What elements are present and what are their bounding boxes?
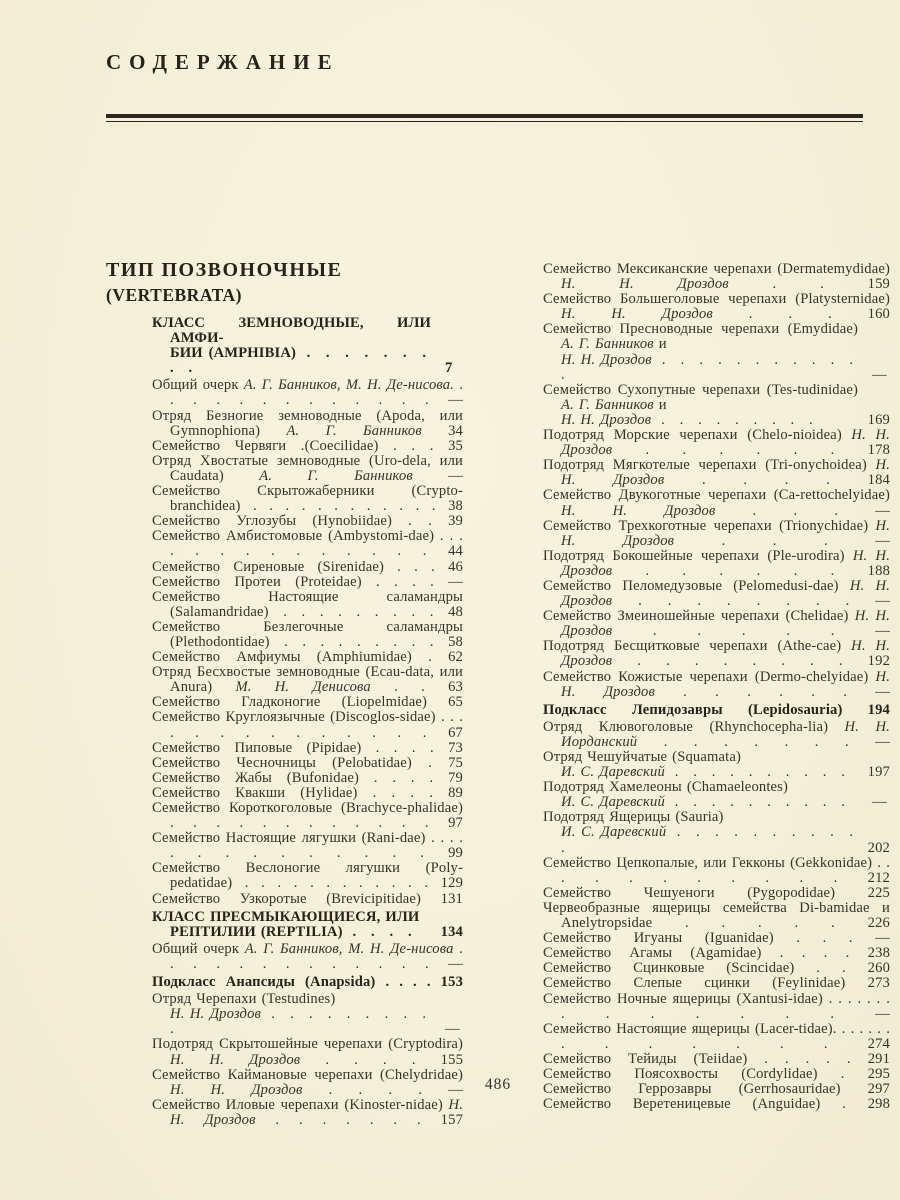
dot-leader: . . . . . . . . bbox=[612, 653, 843, 670]
dot-leader: . . . . . . . bbox=[637, 733, 849, 750]
page-ref: 194 bbox=[867, 701, 890, 718]
dot-leader: . . . . . . . . . bbox=[269, 633, 434, 650]
toc-entry: Семейство Поясохвосты (Cordylidae) . 295 bbox=[543, 1065, 891, 1082]
dot-leader: . . . . . . bbox=[612, 562, 835, 579]
page-title: СОДЕРЖАНИЕ bbox=[106, 50, 340, 74]
toc-entry: Подотряд Ящерицы (Sauria) И. С. Даревский . . . . . . . . . . . 202 bbox=[543, 809, 890, 856]
toc-entry: Отряд Черепахи (Testudines) Н. Н. Дроздов . . . . . . . . . . — bbox=[152, 991, 460, 1038]
page-ref: — bbox=[875, 733, 891, 750]
page-ref: — bbox=[448, 955, 463, 972]
toc-entry: Семейство Чешуеноги (Pygopodidae) 225 bbox=[543, 884, 890, 901]
page-ref: — bbox=[875, 930, 891, 947]
dot-leader: . . . . . . . bbox=[255, 1111, 421, 1128]
author-name: М. Н. Денисова bbox=[235, 679, 371, 696]
toc-entry: Семейство Квакши (Hylidae) . . . . 89 bbox=[152, 784, 464, 801]
toc-entry: Червеобразные ящерицы семейства Di-bamidae и Anelytropsidae . . . . . 226 bbox=[543, 899, 890, 932]
toc-entry: Семейство Безлегочные саламандры (Plethodontidae) . . . . . . . . . 58 bbox=[152, 618, 464, 650]
dot-leader: . . . . . . . . . . . bbox=[561, 854, 890, 886]
toc-entry: Семейство Круглоязычные (Discoglos-sidae) . . . . . . . . . . . . . . 67 bbox=[152, 709, 463, 741]
toc-entry: Общий очерк А. Г. Банников, М. Н. Де-нисова. . . . . . . . . . . . . . — bbox=[152, 377, 464, 409]
toc-entry: Отряд Бесхвостые земноводные (Ecau-data, или Anura) М. Н. Денисова . . 63 bbox=[152, 664, 463, 696]
page-ref: — bbox=[875, 683, 890, 700]
page-ref: 202 bbox=[867, 839, 890, 856]
toc-entry: Семейство Скрытожаберники (Crypto-branchidea) . . . . . . . . . . . . 38 bbox=[152, 483, 464, 515]
dot-leader: . . . . . . . . . . . . bbox=[170, 815, 429, 832]
dot-leader: . . . . . . . . . . . . bbox=[240, 498, 436, 515]
page-ref: 197 bbox=[867, 764, 890, 781]
toc-entry: Семейство Мексиканские черепахи (Dermatemydidae) Н. Н. Дроздов . . 159 bbox=[543, 261, 890, 293]
dot-leader: . . . . . . . . . bbox=[651, 411, 818, 428]
toc-list-left bbox=[152, 316, 463, 1128]
page-ref: 192 bbox=[867, 653, 891, 670]
author-name: Н. Н. Дроздов bbox=[561, 427, 890, 459]
page-ref: 297 bbox=[867, 1081, 890, 1098]
toc-entry: Отряд Хвостатые земноводные (Uro-dela, или Caudata) А. Г. Банников — bbox=[152, 452, 464, 484]
toc-entry: Семейство Пресноводные черепахи (Emydidae) А. Г. Банников и Н. Н. Дроздов . . . . . . . . . . . . — bbox=[543, 321, 887, 383]
dot-leader: . . . . . . . . . bbox=[268, 603, 434, 620]
page-ref: — bbox=[448, 392, 463, 409]
toc-entry: Семейство Жабы (Bufonidae) . . . . 79 bbox=[152, 769, 464, 786]
toc-entry: Семейство Трехкоготные черепахи (Trionychidae) Н. Н. Дроздов . . . — bbox=[543, 517, 890, 549]
dot-leader: . bbox=[817, 1065, 845, 1082]
page-ref: 260 bbox=[867, 960, 891, 977]
toc-entry: Семейство Ночные ящерицы (Xantusi-idae) . . . . . . . . . . . . . . — bbox=[543, 990, 891, 1022]
author-name: Н. Н. Дроздов bbox=[561, 638, 890, 670]
dot-leader: . . . . bbox=[375, 974, 431, 991]
dot-leader: . . . bbox=[715, 502, 839, 519]
dot-leader: . . . . . . . . . . . . . . bbox=[170, 709, 463, 741]
dot-leader: . . . . bbox=[761, 945, 850, 962]
toc-entry: Семейство Иловые черепахи (Kinoster-nidae) Н. Н. Дроздов . . . . . . . 157 bbox=[152, 1096, 464, 1128]
toc-entry: Семейство Пеломедузовые (Pelomedusi-dae) Н. Н. Дроздов . . . . . . . . — bbox=[543, 577, 891, 610]
dot-leader: . . . . . . . . . . . . . bbox=[170, 377, 464, 409]
page-ref: 238 bbox=[867, 945, 891, 962]
page-ref: 39 bbox=[448, 513, 463, 530]
dot-leader: . . . . . . . . . bbox=[170, 345, 431, 377]
toc-entry: Семейство Углозубы (Hynobiidae) . . 39 bbox=[152, 513, 463, 530]
toc-entry: Семейство Тейиды (Teiidae) . . . . . 291 bbox=[543, 1050, 891, 1067]
section-title-latin: (VERTEBRATA) bbox=[106, 285, 242, 305]
page-ref: 188 bbox=[867, 562, 891, 579]
author-name: Н. Н. Дроздов bbox=[561, 668, 890, 700]
page-ref: 178 bbox=[867, 442, 891, 459]
dot-leader: . . . . . . . . . . . . . . bbox=[170, 528, 464, 560]
page-ref: 79 bbox=[448, 769, 464, 786]
page-ref: 73 bbox=[448, 739, 464, 756]
page-ref: 35 bbox=[448, 437, 464, 454]
section-title: ТИП ПОЗВОНОЧНЫЕ bbox=[106, 259, 343, 281]
dot-leader: . . . . . . . . . . . . bbox=[561, 351, 858, 383]
page-ref: 34 bbox=[448, 422, 463, 439]
toc-entry: Подотряд Бесщитковые черепахи (Athe-cae) Н. Н. Дроздов . . . . . . . . 192 bbox=[543, 638, 891, 670]
toc-entry: Общий очерк А. Г. Банников, М. Н. Де-нисова . . . . . . . . . . . . . — bbox=[152, 940, 463, 972]
dot-leader: . . . . . . . . . . bbox=[664, 794, 850, 811]
toc-entry: Семейство Червяги .(Coecilidae) . . . 35 bbox=[152, 437, 464, 454]
page-ref: 38 bbox=[448, 498, 464, 515]
page-ref: 75 bbox=[448, 754, 464, 771]
page-ref: 48 bbox=[448, 603, 464, 620]
toc-entry: КЛАСС ПРЕСМЫКАЮЩИЕСЯ, ИЛИ РЕПТИЛИИ (REPTILIA) . . . . 134 bbox=[152, 908, 463, 940]
toc-column-left bbox=[106, 258, 463, 1128]
author-name: А. Г. Банников bbox=[286, 422, 422, 439]
dot-leader: . . bbox=[728, 276, 824, 293]
author-name: И. С. Даревский bbox=[561, 794, 665, 811]
toc-entry: Семейство Игуаны (Iguanidae) . . . — bbox=[543, 930, 891, 947]
page-ref: 44 bbox=[448, 543, 463, 560]
toc-entry: Семейство Геррозавры (Gerrhosauridae) 297 bbox=[543, 1081, 890, 1098]
page-ref: 62 bbox=[448, 649, 463, 666]
dot-leader: . . . . . . . . . . . . . . bbox=[170, 830, 463, 862]
author-name: Н. Н. Дроздов bbox=[561, 502, 716, 519]
author-name: А. Г. Банников bbox=[259, 467, 413, 484]
dot-leader: . . . . . bbox=[612, 623, 835, 640]
dot-leader: . bbox=[411, 754, 432, 771]
toc-entry: Семейство Сцинковые (Scincidae) . . 260 bbox=[543, 960, 891, 977]
toc-entry: Семейство Амбистомовые (Ambystomi-dae) . . . . . . . . . . . . . . 44 bbox=[152, 528, 464, 560]
page-ref: 169 bbox=[867, 411, 890, 428]
dot-leader: . . . . bbox=[342, 923, 417, 940]
author-name: А. Г. Банников, М. Н. Де-нисова bbox=[244, 940, 454, 957]
dot-leader: . . . . bbox=[358, 769, 434, 786]
folio-page-number: 486 bbox=[484, 1076, 512, 1093]
dot-leader: . . . . . bbox=[652, 915, 835, 932]
dot-leader: . . . . . . . . . . bbox=[664, 764, 850, 781]
page-ref: — bbox=[875, 623, 891, 640]
toc-entry: Семейство Короткоголовые (Brachyce-phalidae) . . . . . . . . . . . . 97 bbox=[152, 800, 463, 832]
dot-leader: . . . . bbox=[302, 1081, 423, 1098]
dot-leader: . . . bbox=[378, 437, 434, 454]
page-ref: 46 bbox=[448, 558, 464, 575]
toc-entry: Семейство Пиповые (Pipidae) . . . . 73 bbox=[152, 739, 464, 756]
page-ref: 131 bbox=[440, 890, 463, 907]
toc-entry: Семейство Цепкопалые, или Гекконы (Gekkonidae) . . . . . . . . . . . 212 bbox=[543, 854, 890, 886]
toc-entry: КЛАСС ЗЕМНОВОДНЫЕ, ИЛИ АМФИ- БИИ (AMPHIBIA) . . . . . . . . . 7 bbox=[152, 315, 453, 377]
toc-entry: Семейство Настоящие лягушки (Rani-dae) . . . . . . . . . . . . . . 99 bbox=[152, 830, 463, 862]
author-name: А. Г. Банников bbox=[561, 396, 654, 413]
dot-leader: . . bbox=[794, 960, 846, 977]
page-ref: — bbox=[448, 573, 463, 590]
toc-entry: Подотряд Бокошейные черепахи (Ple-urodira) Н. Н. Дроздов . . . . . . 188 bbox=[543, 547, 891, 579]
toc-entry: Подотряд Хамелеоны (Chamaeleontes) И. С. Даревский . . . . . . . . . . — bbox=[543, 779, 887, 811]
toc-entry: Семейство Амфиумы (Amphiumidae) . 62 bbox=[152, 649, 463, 666]
dot-leader: . bbox=[411, 649, 432, 666]
author-name: Н. Н. Дроздов bbox=[561, 608, 890, 640]
dot-leader: . bbox=[820, 1096, 846, 1113]
dot-leader: . . bbox=[370, 679, 425, 696]
toc-entry: Семейство Каймановые черепахи (Chelydridae) Н. Н. Дроздов . . . . — bbox=[152, 1066, 464, 1098]
page-ref: — bbox=[875, 532, 890, 549]
author-name: Н. Н. Дроздов bbox=[170, 1006, 262, 1023]
toc-entry: Семейство Змеиношейные черепахи (Chelidae) Н. Н. Дроздов . . . . . — bbox=[543, 608, 891, 640]
author-name: А. Г. Банников bbox=[561, 336, 654, 353]
author-name: Н. Н. Дроздов bbox=[561, 547, 890, 579]
page-ref: 212 bbox=[867, 869, 890, 886]
toc-entry: Семейство Агамы (Agamidae) . . . . 238 bbox=[543, 945, 891, 962]
dot-leader: . . . . . . . . . . . . . . bbox=[561, 990, 891, 1022]
dot-leader: . . . . . . . . . . . . . bbox=[561, 1020, 891, 1052]
toc-entry: Семейство Гладконогие (Liopelmidae) 65 bbox=[152, 694, 464, 711]
author-name: Н. Н. Дроздов bbox=[170, 1096, 463, 1128]
dot-leader: . . . . . . . . bbox=[612, 593, 850, 610]
author-name: И. С. Даревский bbox=[561, 824, 667, 841]
page-ref: 291 bbox=[867, 1050, 891, 1067]
toc-entry: Отряд Безногие земноводные (Apoda, или Gymnophiona) А. Г. Банников 34 bbox=[152, 407, 463, 439]
page-ref: 129 bbox=[440, 875, 464, 892]
page-ref: 157 bbox=[440, 1111, 464, 1128]
page-ref: — bbox=[448, 467, 464, 484]
toc-entry: Семейство Сиреновые (Sirenidae) . . . 46 bbox=[152, 558, 464, 575]
dot-leader: . . . . bbox=[664, 472, 831, 489]
toc-entry: Семейство Настоящие саламандры (Salamandridae) . . . . . . . . . 48 bbox=[152, 588, 464, 620]
dot-leader: . . . . bbox=[300, 1051, 416, 1068]
toc-entry: Семейство Двукоготные черепахи (Ca-rettochelyidae) Н. Н. Дроздов . . . — bbox=[543, 487, 890, 519]
toc-entry: Подотряд Морские черепахи (Chelo-nioidea) Н. Н. Дроздов . . . . . . 178 bbox=[543, 427, 891, 459]
page-ref: 295 bbox=[867, 1065, 891, 1082]
page-ref: 63 bbox=[448, 679, 463, 696]
author-name: Н. Н. Иорданский bbox=[561, 718, 890, 750]
page-ref: 153 bbox=[440, 974, 464, 991]
author-name: Н. Н. Дроздов bbox=[561, 517, 890, 549]
dot-leader: . . bbox=[392, 513, 432, 530]
page-ref: — bbox=[448, 1081, 464, 1098]
page-ref: 89 bbox=[448, 784, 464, 801]
page-ref: 65 bbox=[448, 694, 464, 711]
toc-entry: Подотряд Мягкотелые черепахи (Tri-onychoidea) Н. Н. Дроздов . . . . 184 bbox=[543, 457, 890, 489]
dot-leader: . . . . bbox=[361, 739, 434, 756]
dot-leader: . . . . . . . . . . . bbox=[561, 824, 858, 856]
dot-leader: . . . . . bbox=[747, 1050, 851, 1067]
dot-leader: . . . . bbox=[361, 573, 434, 590]
author-name: Н. Н. Дроздов bbox=[561, 351, 652, 368]
toc-entry: Семейство Большеголовые черепахи (Platysternidae) Н. Н. Дроздов . . . 160 bbox=[543, 291, 890, 323]
toc-entry: Семейство Узкоротые (Brevicipitidae) 131 bbox=[152, 890, 463, 907]
toc-entry: Семейство Кожистые черепахи (Dermo-chelyidae) Н. Н. Дроздов . . . . . . — bbox=[543, 668, 890, 700]
page-ref: 160 bbox=[867, 306, 890, 323]
dot-leader: . . . bbox=[712, 306, 832, 323]
author-name: Н. Н. Дроздов bbox=[561, 276, 729, 293]
toc-entry: Отряд Чешуйчатые (Squamata) И. С. Даревский . . . . . . . . . . 197 bbox=[543, 749, 890, 781]
toc-entry: Подотряд Скрытошейные черепахи (Cryptodira) Н. Н. Дроздов . . . . 155 bbox=[152, 1036, 464, 1068]
dot-leader: . . . . . . . . . . . . . bbox=[170, 940, 463, 972]
page-ref: — bbox=[875, 1005, 890, 1022]
dot-leader: . . . bbox=[674, 532, 828, 549]
author-name: Н. Н. Дроздов bbox=[561, 577, 890, 610]
page-ref: 298 bbox=[867, 1096, 891, 1113]
page-ref: 273 bbox=[867, 975, 890, 992]
page-ref: 159 bbox=[867, 276, 890, 293]
dot-leader: . . . . . . bbox=[612, 442, 835, 459]
toc-entry: Семейство Настоящие ящерицы (Lacer-tidae). . . . . . . . . . . . . . 274 bbox=[543, 1020, 891, 1052]
page-ref: 225 bbox=[867, 884, 890, 901]
page-ref: 184 bbox=[867, 472, 890, 489]
author-name: Н. Н. Дроздов bbox=[170, 1051, 301, 1068]
author-name: И. С. Даревский bbox=[561, 764, 665, 781]
page-ref: — bbox=[875, 593, 891, 610]
toc-entry: Семейство Веслоногие лягушки (Poly-pedatidae) . . . . . . . . . . . . 129 bbox=[152, 860, 464, 892]
page-ref: 97 bbox=[448, 815, 463, 832]
dot-leader: . . . . . . bbox=[654, 683, 848, 700]
toc-entry: Семейство Веретеницевые (Anguidae) . 298 bbox=[543, 1096, 891, 1113]
toc-entry: Подкласс Лепидозавры (Lepidosauria) 194 bbox=[543, 701, 890, 718]
dot-leader: . . . . bbox=[357, 784, 434, 801]
toc-entry: Семейство Протеи (Proteidae) . . . . — bbox=[152, 573, 463, 590]
toc-entry: Семейство Сухопутные черепахи (Tes-tudinidae) А. Г. Банников и Н. Н. Дроздов . . . . . . . . . 169 bbox=[543, 381, 890, 428]
toc-entry: Семейство Слепые сцинки (Feylinidae) 273 bbox=[543, 975, 890, 992]
author-name: Н. Н. Дроздов bbox=[561, 306, 713, 323]
author-name: Н. Н. Дроздов bbox=[170, 1081, 303, 1098]
page-ref: 155 bbox=[440, 1051, 464, 1068]
page-ref: 99 bbox=[448, 845, 463, 862]
toc-column-right bbox=[543, 262, 890, 1112]
header-rule bbox=[106, 114, 863, 122]
dot-leader: . . . . . . . . . . . . bbox=[232, 875, 429, 892]
page-ref: 67 bbox=[448, 724, 463, 741]
author-name: Н. Н. Дроздов bbox=[561, 457, 890, 489]
page-ref: — bbox=[875, 502, 890, 519]
toc-entry: Подкласс Анапсиды (Anapsida) . . . . 153 bbox=[152, 974, 464, 991]
author-name: Н. Н. Дроздов bbox=[561, 411, 652, 428]
toc-list-right bbox=[543, 262, 890, 1112]
page-ref: 274 bbox=[867, 1035, 890, 1052]
dot-leader: . . . bbox=[773, 930, 853, 947]
toc-entry: Семейство Чесночницы (Pelobatidae) . 75 bbox=[152, 754, 464, 771]
toc-entry: Отряд Клювоголовые (Rhynchocepha-lia) Н. Н. Иорданский . . . . . . . — bbox=[543, 718, 891, 750]
page-ref: 226 bbox=[867, 915, 890, 932]
author-name: А. Г. Банников, М. Н. Де-нисова. bbox=[243, 377, 455, 394]
page-ref: 58 bbox=[448, 633, 464, 650]
dot-leader: . . . . . . . . . . bbox=[170, 1006, 431, 1038]
page-ref: 134 bbox=[440, 923, 463, 940]
dot-leader: . . . bbox=[384, 558, 435, 575]
